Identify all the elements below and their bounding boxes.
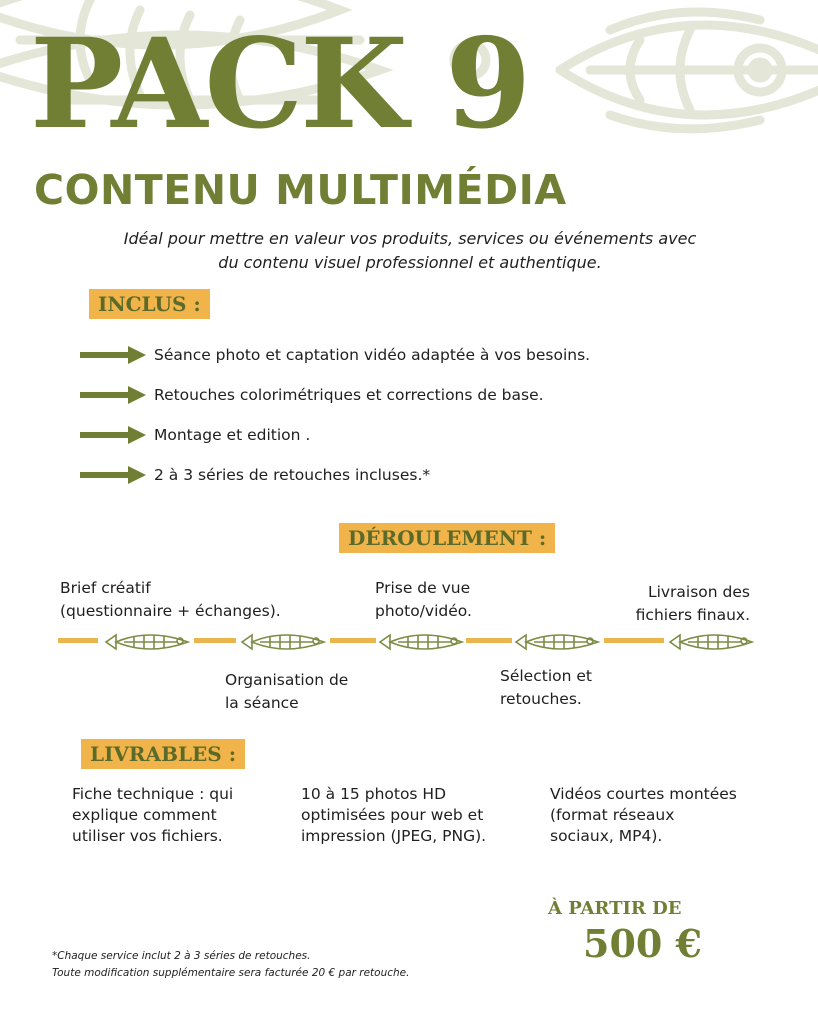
step-line: (questionnaire + échanges). [60,602,281,620]
inclus-item-text: Séance photo et captation vidéo adaptée à vos besoins. [154,346,591,364]
livrable-line: explique comment [72,806,217,824]
intro-line-1: Idéal pour mettre en valeur vos produits, services ou événements avec [123,229,697,248]
timeline-segment [466,638,512,643]
step-line: Organisation de [225,671,349,689]
right-arrow-icon [80,466,146,484]
step-line: Livraison des [647,583,750,601]
step-line: Prise de vue [375,579,471,597]
right-arrow-icon [80,386,146,404]
intro-line-2: du contenu visuel professionnel et authentique. [218,253,602,272]
livrable-videos [550,784,737,847]
inclus-item-text: Montage et edition . [154,426,311,444]
timeline-segment [194,638,236,643]
livrable-line: (format réseaux [550,806,675,824]
timeline-step-organisation [225,669,348,715]
deroulement-label: DÉROULEMENT : [339,523,555,553]
inclus-item-text: Retouches colorimétriques et corrections de base. [154,386,544,404]
right-arrow-icon [80,426,146,444]
timeline-step-brief [60,577,281,623]
livrable-line: sociaux, MP4). [550,827,663,845]
price-amount: 500 € [583,921,702,966]
footnote [52,948,409,982]
fish-icon [380,635,462,649]
right-arrow-icon [80,346,146,364]
inclus-item-text: 2 à 3 séries de retouches incluses.* [154,466,431,484]
timeline-segment [330,638,376,643]
timeline-step-prise-de-vue [375,577,472,623]
livrable-line: Vidéos courtes montées [550,785,737,803]
livrable-line: impression (JPEG, PNG). [301,827,487,845]
timeline-step-selection [500,665,592,711]
step-line: Brief créatif [60,579,151,597]
inclus-label: INCLUS : [89,289,210,319]
inclus-item [80,340,590,370]
timeline [58,622,758,662]
timeline-segment [604,638,664,643]
livrable-fiche-technique [72,784,233,847]
step-line: retouches. [500,690,582,708]
step-line: photo/vidéo. [375,602,472,620]
step-line: fichiers finaux. [635,606,750,624]
inclus-item [80,380,544,410]
livrables-label: LIVRABLES : [81,739,245,769]
fish-icon [516,635,598,649]
step-line: la séance [225,694,299,712]
fish-icon [670,635,752,649]
price-label: À PARTIR DE [548,898,682,919]
fish-icon [242,635,324,649]
livrable-photos [301,784,486,847]
timeline-step-livraison [636,581,750,627]
livrable-line: 10 à 15 photos HD [301,785,447,803]
livrable-line: utiliser vos fichiers. [72,827,223,845]
footnote-line: Toute modification supplémentaire sera facturée 20 € par retouche. [52,967,410,979]
livrable-line: Fiche technique : qui [72,785,234,803]
footnote-line: *Chaque service inclut 2 à 3 séries de retouches. [52,950,311,962]
step-line: Sélection et [500,667,592,685]
pack-title: PACK 9 [30,12,529,157]
timeline-segment [58,638,98,643]
pack-subtitle: CONTENU MULTIMÉDIA [34,166,567,214]
inclus-item [80,460,430,490]
livrable-line: optimisées pour web et [301,806,484,824]
fish-icon [106,635,188,649]
inclus-item [80,420,310,450]
